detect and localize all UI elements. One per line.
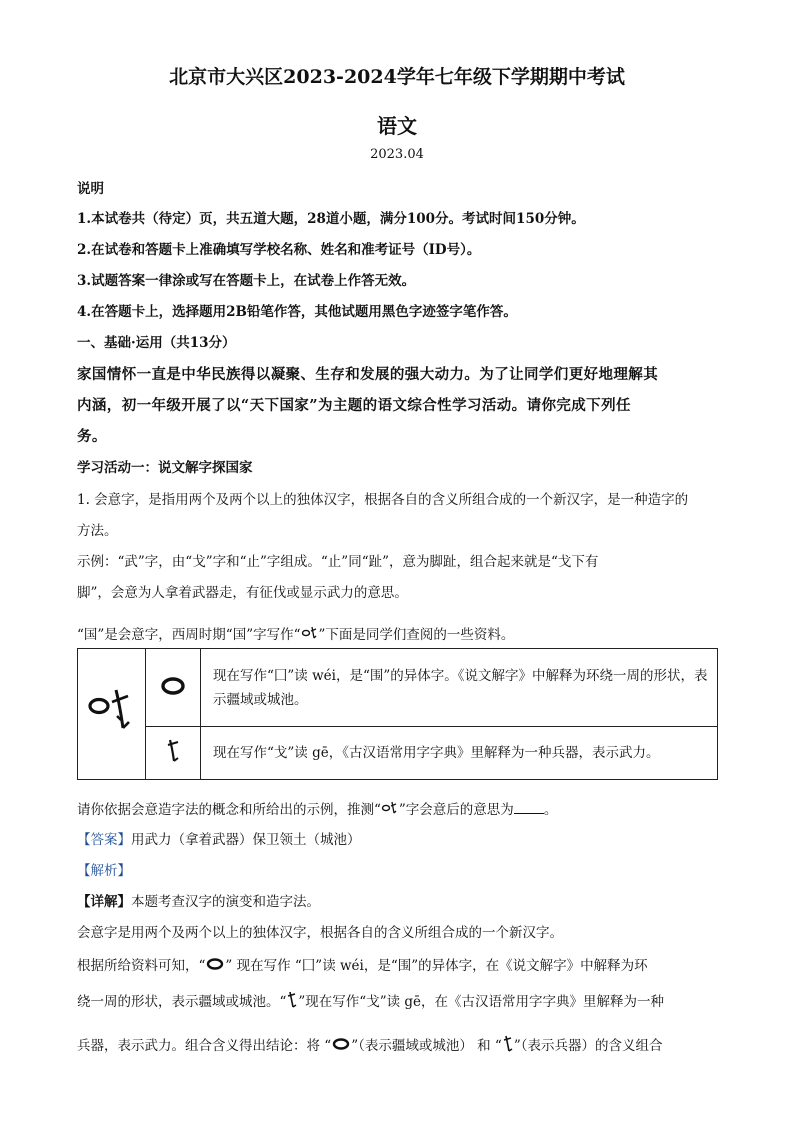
question-prompt-line — [77, 800, 557, 821]
subject-title: 语文 — [377, 114, 417, 138]
prompt-prefix: 请你依据会意造字法的概念和所给出的示例，推测“ — [77, 802, 381, 818]
instruction-item: 1.本试卷共（待定）页，共五道大题，28道小题，满分100分。考试时间150分钟。 — [77, 211, 585, 227]
ge-component-inline-icon — [502, 1034, 514, 1059]
ancient-guo-glyph-icon — [381, 800, 399, 821]
ge-component-inline-icon — [286, 990, 298, 1015]
exam-title: 北京市大兴区2023-2024学年七年级下学期期中考试 — [169, 66, 625, 88]
wei-component-icon — [158, 675, 188, 697]
detail-label: 【详解】 — [77, 894, 131, 910]
ge-description: 现在写作“戈”读 gē，《古汉语常用字字典》里解释为一种兵器，表示武力。 — [201, 727, 718, 780]
analysis-text: ” 现在写作 “囗”读 wéi，是“围”的异体字，在《说文解字》中解释为环 — [225, 958, 648, 974]
instruction-item: 2.在试卷和答题卡上准确填写学校名称、姓名和准考证号（ID号）。 — [77, 242, 481, 258]
wei-component-inline-icon — [205, 957, 225, 976]
analysis-line — [77, 1034, 663, 1059]
analysis-line — [77, 990, 664, 1015]
materials-table — [77, 648, 718, 780]
instruction-item: 4.在答题卡上，选择题用2B铅笔作答，其他试题用黑色字迹签字笔作答。 — [77, 304, 517, 320]
guo-intro-suffix: ”下面是同学们查阅的一些资料。 — [318, 627, 515, 643]
ancient-guo-cell — [78, 649, 146, 780]
ge-component-cell — [146, 727, 201, 780]
ancient-guo-large-icon — [86, 682, 138, 742]
analysis-label: 【解析】 — [77, 863, 131, 879]
question-text-line: 1. 会意字，是指用两个及两个以上的独体汉字，根据各自的含义所组合成的一个新汉字，是一种造字的 — [77, 492, 689, 508]
wei-component-cell — [146, 649, 201, 727]
question-text-line: 脚”，会意为人拿着武器走，有征伐或显示武力的意思。 — [77, 585, 408, 601]
activity-title: 学习活动一：说文解字探国家 — [77, 460, 253, 476]
analysis-text: ”（表示疆域或城池） 和 “ — [351, 1038, 502, 1054]
table-row — [78, 727, 718, 780]
answer-blank — [514, 801, 544, 814]
section-heading: 一、基础·运用（共13分） — [77, 335, 236, 351]
answer-text: 用武力（拿着武器）保卫领土（城池） — [131, 832, 361, 848]
exam-date: 2023.04 — [370, 147, 424, 162]
analysis-text: 绕一周的形状，表示疆域或城池。“ — [77, 994, 287, 1010]
ancient-guo-glyph-icon — [301, 625, 319, 646]
analysis-text: 兵器，表示武力。组合含义得出结论：将 “ — [77, 1038, 332, 1054]
wei-component-inline-icon — [331, 1037, 351, 1056]
detail-line — [77, 893, 320, 911]
analysis-text: ”（表示兵器）的含义组合 — [513, 1038, 663, 1054]
analysis-line: 会意字是用两个及两个以上的独体汉字，根据各自的含义所组合成的一个新汉字。 — [77, 925, 563, 941]
answer-label: 【答案】 — [77, 832, 131, 848]
prompt-end: 。 — [543, 802, 558, 818]
wei-description: 现在写作“囗”读 wéi，是“围”的异体字。《说文解字》中解释为环绕一周的形状，表示疆域或城池。 — [201, 649, 718, 727]
ge-component-icon — [162, 737, 184, 765]
instruction-item: 3.试题答案一律涂或写在答题卡上，在试卷上作答无效。 — [77, 273, 416, 289]
question-text-line: 方法。 — [77, 523, 118, 539]
analysis-text: ”现在写作“戈”读 gē，在《古汉语常用字字典》里解释为一种 — [298, 994, 665, 1010]
instructions-heading: 说明 — [77, 181, 104, 197]
guo-intro-prefix: “国”是会意字，西周时期“国”字写作“ — [77, 627, 301, 643]
section-intro-line: 家国情怀一直是中华民族得以凝聚、生存和发展的强大动力。为了让同学们更好地理解其 — [77, 366, 659, 383]
answer-line — [77, 831, 361, 849]
analysis-line — [77, 957, 648, 976]
analysis-text: 根据所给资料可知，“ — [77, 958, 206, 974]
guo-intro-line — [77, 625, 514, 646]
prompt-suffix: ”字会意后的意思为 — [398, 802, 514, 818]
table-row — [78, 649, 718, 727]
question-text-line: 示例：“武”字，由“戈”字和“止”字组成。“止”同“趾”，意为脚趾，组合起来就是“戈下有 — [77, 554, 599, 570]
detail-text: 本题考查汉字的演变和造字法。 — [131, 894, 320, 910]
section-intro-line: 务。 — [77, 428, 107, 445]
section-intro-line: 内涵，初一年级开展了以“天下国家”为主题的语文综合性学习活动。请你完成下列任 — [77, 397, 631, 414]
